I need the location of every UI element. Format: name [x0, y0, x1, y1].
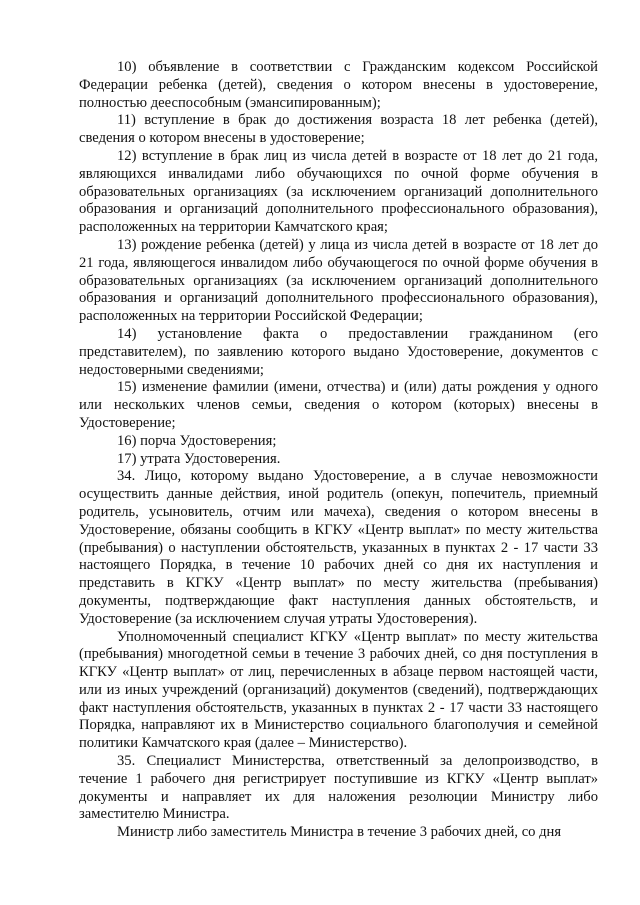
- paragraph-section-35: 35. Специалист Министерства, ответственный за делопроизводство, в течение 1 рабочего дня регистрирует поступившие из КГКУ «Центр выплат» документы и направляет их для наложения резолюции Министру либо заместителю Министра.: [79, 753, 598, 823]
- document-page: [79, 59, 598, 842]
- paragraph-item-10: 10) объявление в соответствии с Гражданским кодексом Российской Федерации ребенка (детей), сведения о котором внесены в удостоверение, полностью дееспособным (эмансипированным);: [79, 59, 598, 111]
- paragraph-item-15: 15) изменение фамилии (имени, отчества) и (или) даты рождения у одного или нескольких членов семьи, сведения о котором (которых) внесены в Удостоверение;: [79, 379, 598, 431]
- paragraph-section-34-part-2: Уполномоченный специалист КГКУ «Центр выплат» по месту жительства (пребывания) многодетной семьи в течение 3 рабочих дней, со дня поступления в КГКУ «Центр выплат» от лиц, перечисленных в абзаце первом настоящей части, или из иных учреждений (организаций) документов (сведений), подтверждающих факт наступления обстоятельств, указанных в пунктах 2 - 17 части 33 настоящего Порядка, направляют их в Министерство социального благополучия и семейной политики Камчатского края (далее – Министерство).: [79, 628, 598, 752]
- paragraph-section-35-part-2: Министр либо заместитель Министра в течение 3 рабочих дней, со дня: [117, 824, 562, 841]
- paragraph-item-14: 14) установление факта о предоставлении гражданином (его представителем), по заявлению которого выдано Удостоверение, документов с недостоверными сведениями;: [79, 325, 598, 378]
- paragraph-item-13: 13) рождение ребенка (детей) у лица из числа детей в возрасте от 18 лет до 21 года, являющегося инвалидом либо обучающегося по очной форме обучения в образовательных организациях (за исключением организаций дополнительного образования и организаций дополнительного профессионального образования), расположенных на территории Российской Федерации;: [79, 236, 598, 325]
- paragraph-item-17: 17) утрата Удостоверения.: [117, 450, 281, 467]
- paragraph-item-12: 12) вступление в брак лиц из числа детей в возрасте от 18 лет до 21 года, являющихся инвалидами либо обучающихся по очной форме обучения в образовательных организациях (за исключением организаций дополнительного образования и организаций дополнительного профессионального образования), расположенных на территории Камчатского края;: [79, 147, 598, 236]
- paragraph-item-11: 11) вступление в брак до достижения возраста 18 лет ребенка (детей), сведения о котором внесены в удостоверение;: [79, 112, 598, 147]
- paragraph-item-16: 16) порча Удостоверения;: [117, 432, 277, 449]
- paragraph-section-34: 34. Лицо, которому выдано Удостоверение, а в случае невозможности осуществить данные действия, иной родитель (опекун, попечитель, приемный родитель, усыновитель, отчим или мачеха), сведения о котором внесены в Удостоверение, обязаны сообщить в КГКУ «Центр выплат» по месту жительства (пребывания) о наступлении обстоятельств, указанных в пунктах 2 - 17 части 33 настоящего Порядка, в течение 10 рабочих дней со дня их наступления и представить в КГКУ «Центр выплат» по месту жительства (пребывания) документы, подтверждающие факт наступления данных обстоятельств, и Удостоверение (за исключением случая утраты Удостоверения).: [79, 468, 598, 627]
